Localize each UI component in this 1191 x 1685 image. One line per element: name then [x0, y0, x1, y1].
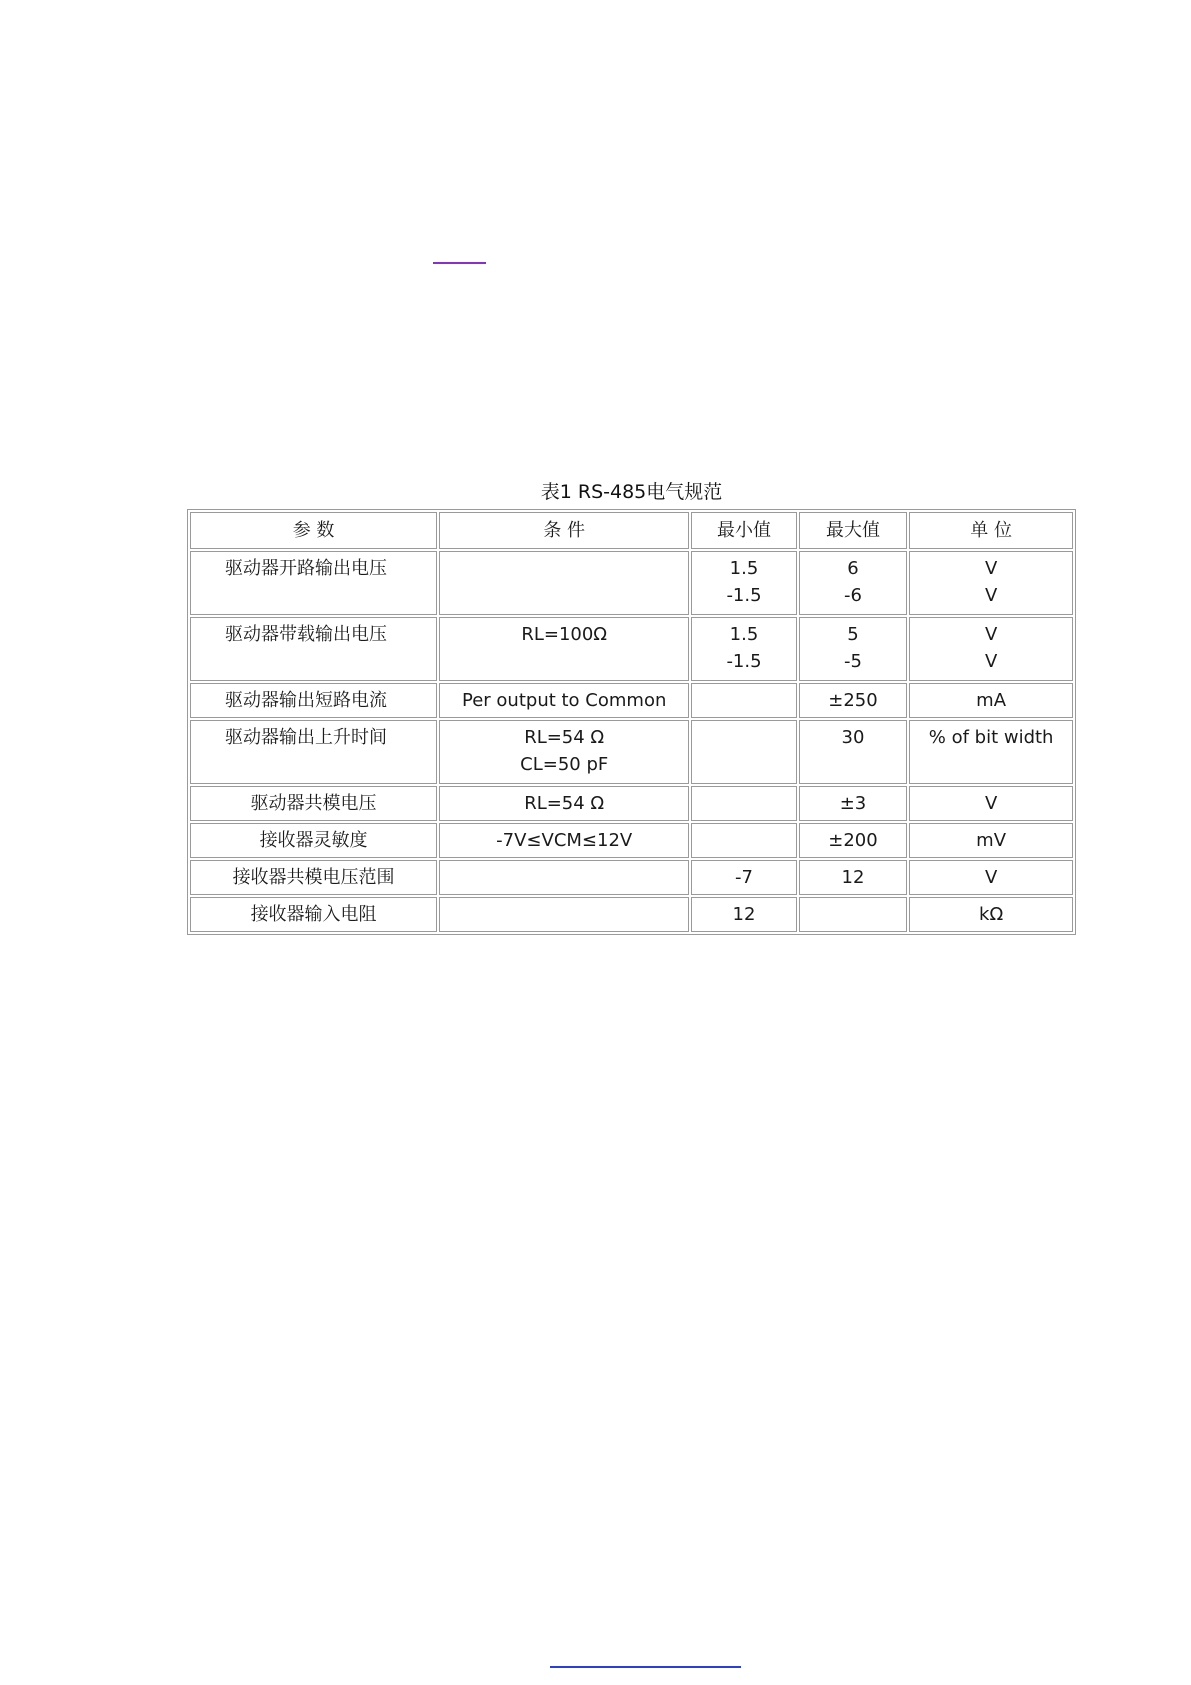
link-underline-bottom[interactable]: [550, 1666, 741, 1668]
cell-unit-line: % of bit width: [928, 727, 1054, 748]
cell-min-line: 1.5: [729, 624, 759, 645]
header-unit: 单 位: [909, 512, 1073, 549]
cell-param: 驱动器输出短路电流: [190, 683, 437, 718]
table-body: [190, 551, 1073, 932]
header-min: 最小值: [691, 512, 796, 549]
cell-unit: [909, 860, 1073, 895]
table-row: [190, 823, 1073, 858]
cell-min: [691, 720, 796, 784]
cell-min-line: -7: [735, 867, 753, 888]
cell-condition-line: RL=100Ω: [521, 624, 608, 645]
cell-param: 接收器输入电阻: [190, 897, 437, 932]
table-row: [190, 551, 1073, 615]
cell-unit: [909, 897, 1073, 932]
cell-unit-line: mV: [976, 830, 1007, 851]
cell-param: 驱动器带载输出电压: [190, 617, 437, 681]
cell-max-line: 6: [847, 558, 859, 579]
table-row: [190, 720, 1073, 784]
cell-unit: [909, 786, 1073, 821]
cell-max: [799, 860, 907, 895]
cell-condition: [439, 897, 689, 932]
cell-condition: [439, 683, 689, 718]
cell-max-line: ±200: [828, 830, 878, 851]
cell-condition-line: -7V≤VCM≤12V: [496, 830, 633, 851]
cell-unit-line: mA: [976, 690, 1007, 711]
cell-max-line: 30: [841, 727, 865, 748]
header-param: 参 数: [190, 512, 437, 549]
cell-param: 驱动器输出上升时间: [190, 720, 437, 784]
table-caption: 表1 RS-485电气规范: [540, 481, 723, 503]
cell-max: [799, 823, 907, 858]
cell-condition: [439, 551, 689, 615]
cell-max: [799, 897, 907, 932]
table-row: [190, 860, 1073, 895]
cell-max: [799, 551, 907, 615]
cell-min-line: 1.5: [729, 558, 759, 579]
cell-min: [691, 551, 796, 615]
table-row: [190, 786, 1073, 821]
cell-unit-line: V: [984, 624, 998, 645]
cell-unit: [909, 720, 1073, 784]
cell-max-line: 5: [847, 624, 859, 645]
table-row: [190, 897, 1073, 932]
link-underline-top[interactable]: [433, 262, 486, 264]
header-condition: 条 件: [439, 512, 689, 549]
header-max: 最大值: [799, 512, 907, 549]
spec-table: [187, 509, 1076, 935]
cell-min: [691, 897, 796, 932]
cell-max-line: ±250: [828, 690, 878, 711]
cell-min: [691, 860, 796, 895]
cell-max-line: -6: [844, 585, 862, 606]
cell-max: [799, 683, 907, 718]
cell-min-line: 12: [732, 904, 756, 925]
cell-max-line: 12: [841, 867, 865, 888]
spec-table-container: [187, 509, 1076, 935]
cell-max-line: -5: [844, 651, 862, 672]
cell-unit-line: V: [984, 793, 998, 814]
cell-condition-line: RL=54 Ω: [524, 793, 605, 814]
cell-max: [799, 786, 907, 821]
cell-unit-line: V: [984, 651, 998, 672]
cell-condition: [439, 823, 689, 858]
cell-unit-line: kΩ: [979, 904, 1004, 925]
cell-condition-line: Per output to Common: [462, 690, 667, 711]
cell-param: 接收器灵敏度: [190, 823, 437, 858]
cell-min: [691, 683, 796, 718]
cell-min-line: -1.5: [726, 651, 762, 672]
cell-condition: [439, 720, 689, 784]
cell-param: 驱动器共模电压: [190, 786, 437, 821]
cell-unit: [909, 551, 1073, 615]
cell-min: [691, 823, 796, 858]
cell-unit: [909, 617, 1073, 681]
cell-condition: [439, 786, 689, 821]
table-row: [190, 683, 1073, 718]
cell-param: 接收器共模电压范围: [190, 860, 437, 895]
table-header-row: [190, 512, 1073, 549]
cell-min-line: -1.5: [726, 585, 762, 606]
cell-max-line: ±3: [839, 793, 867, 814]
cell-unit: [909, 683, 1073, 718]
cell-unit: [909, 823, 1073, 858]
cell-max: [799, 617, 907, 681]
cell-param: 驱动器开路输出电压: [190, 551, 437, 615]
cell-unit-line: V: [984, 867, 998, 888]
cell-unit-line: V: [984, 585, 998, 606]
cell-min: [691, 786, 796, 821]
cell-condition: [439, 860, 689, 895]
cell-unit-line: V: [984, 558, 998, 579]
cell-min: [691, 617, 796, 681]
table-row: [190, 617, 1073, 681]
cell-condition: [439, 617, 689, 681]
cell-condition-line: CL=50 pF: [520, 754, 609, 775]
cell-condition-line: RL=54 Ω: [524, 727, 605, 748]
cell-max: [799, 720, 907, 784]
